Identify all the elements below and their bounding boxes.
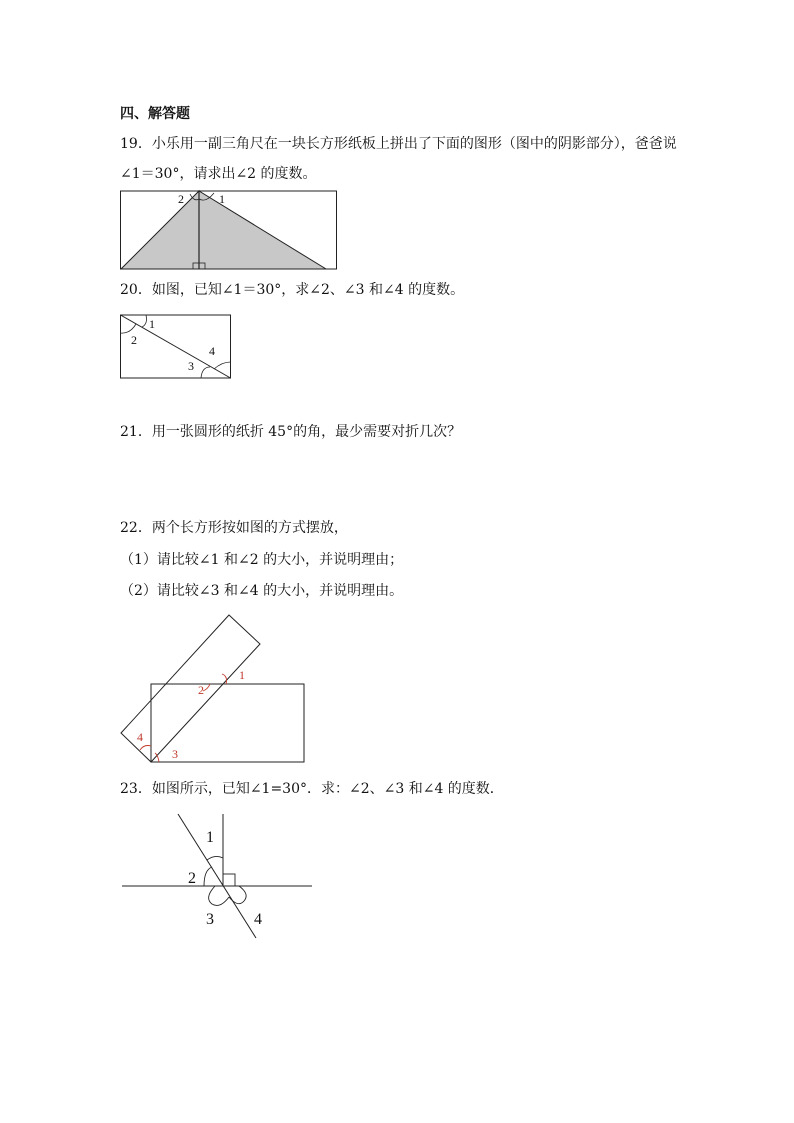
q22-label-4: 4	[137, 730, 143, 744]
q23-angle-arc-4	[229, 886, 246, 904]
q19-line-1: 19．小乐用一副三角尺在一块长方形纸板上拼出了下面的图形（图中的阴影部分），爸爸说	[120, 136, 677, 152]
q20-angle-arc-2	[121, 324, 137, 333]
q23-angle-arc-3	[209, 886, 229, 905]
q23-label-3: 3	[206, 911, 214, 928]
q23-label-1: 1	[206, 829, 214, 846]
q19-triangle-left	[121, 191, 199, 269]
q23-label-4: 4	[254, 911, 262, 928]
q21-line-1: 21．用一张圆形的纸折 45°的角，最少需要对折几次？	[120, 424, 462, 440]
q22-line-3: （2）请比较∠3 和∠4 的大小，并说明理由。	[120, 583, 404, 599]
q23-label-2: 2	[188, 870, 196, 887]
q20-figure	[120, 314, 232, 380]
q20-angle-arc-4	[214, 362, 231, 369]
q20-label-4: 4	[209, 344, 215, 358]
q19-label-2: 2	[178, 192, 184, 206]
q23-angle-arc-2	[204, 867, 212, 886]
q22-line-2: （1）请比较∠1 和∠2 的大小，并说明理由；	[120, 552, 404, 568]
q23-line-1: 23．如图所示，已知∠1=30°．求：∠2、∠3 和∠4 的度数．	[120, 781, 504, 797]
q22-angle-arc-2	[203, 684, 210, 691]
q22-figure	[118, 612, 310, 768]
section-title: 四、解答题	[120, 106, 190, 122]
q20-line-1: 20．如图，已知∠1＝30°，求∠2、∠3 和∠4 的度数。	[120, 282, 465, 298]
q23-angle-arc-1	[207, 856, 223, 860]
q20-angle-arc-3	[201, 367, 210, 378]
q23-right-angle-mark	[223, 874, 235, 886]
q19-line-2: ∠1＝30°，请求出∠2 的度数。	[120, 166, 317, 182]
q19-label-1: 1	[219, 192, 225, 206]
q22-label-1: 1	[239, 668, 245, 682]
q22-label-3: 3	[172, 747, 178, 761]
q20-label-3: 3	[188, 359, 194, 373]
q20-angle-arc-1	[142, 315, 147, 327]
q22-angle-arc-4	[140, 746, 151, 751]
q23-figure	[120, 810, 316, 942]
q20-label-2: 2	[131, 333, 137, 347]
q22-label-2: 2	[198, 683, 204, 697]
q20-label-1: 1	[149, 317, 155, 331]
q22-line-1: 22．两个长方形按如图的方式摆放，	[120, 520, 348, 536]
q19-figure	[120, 190, 340, 272]
